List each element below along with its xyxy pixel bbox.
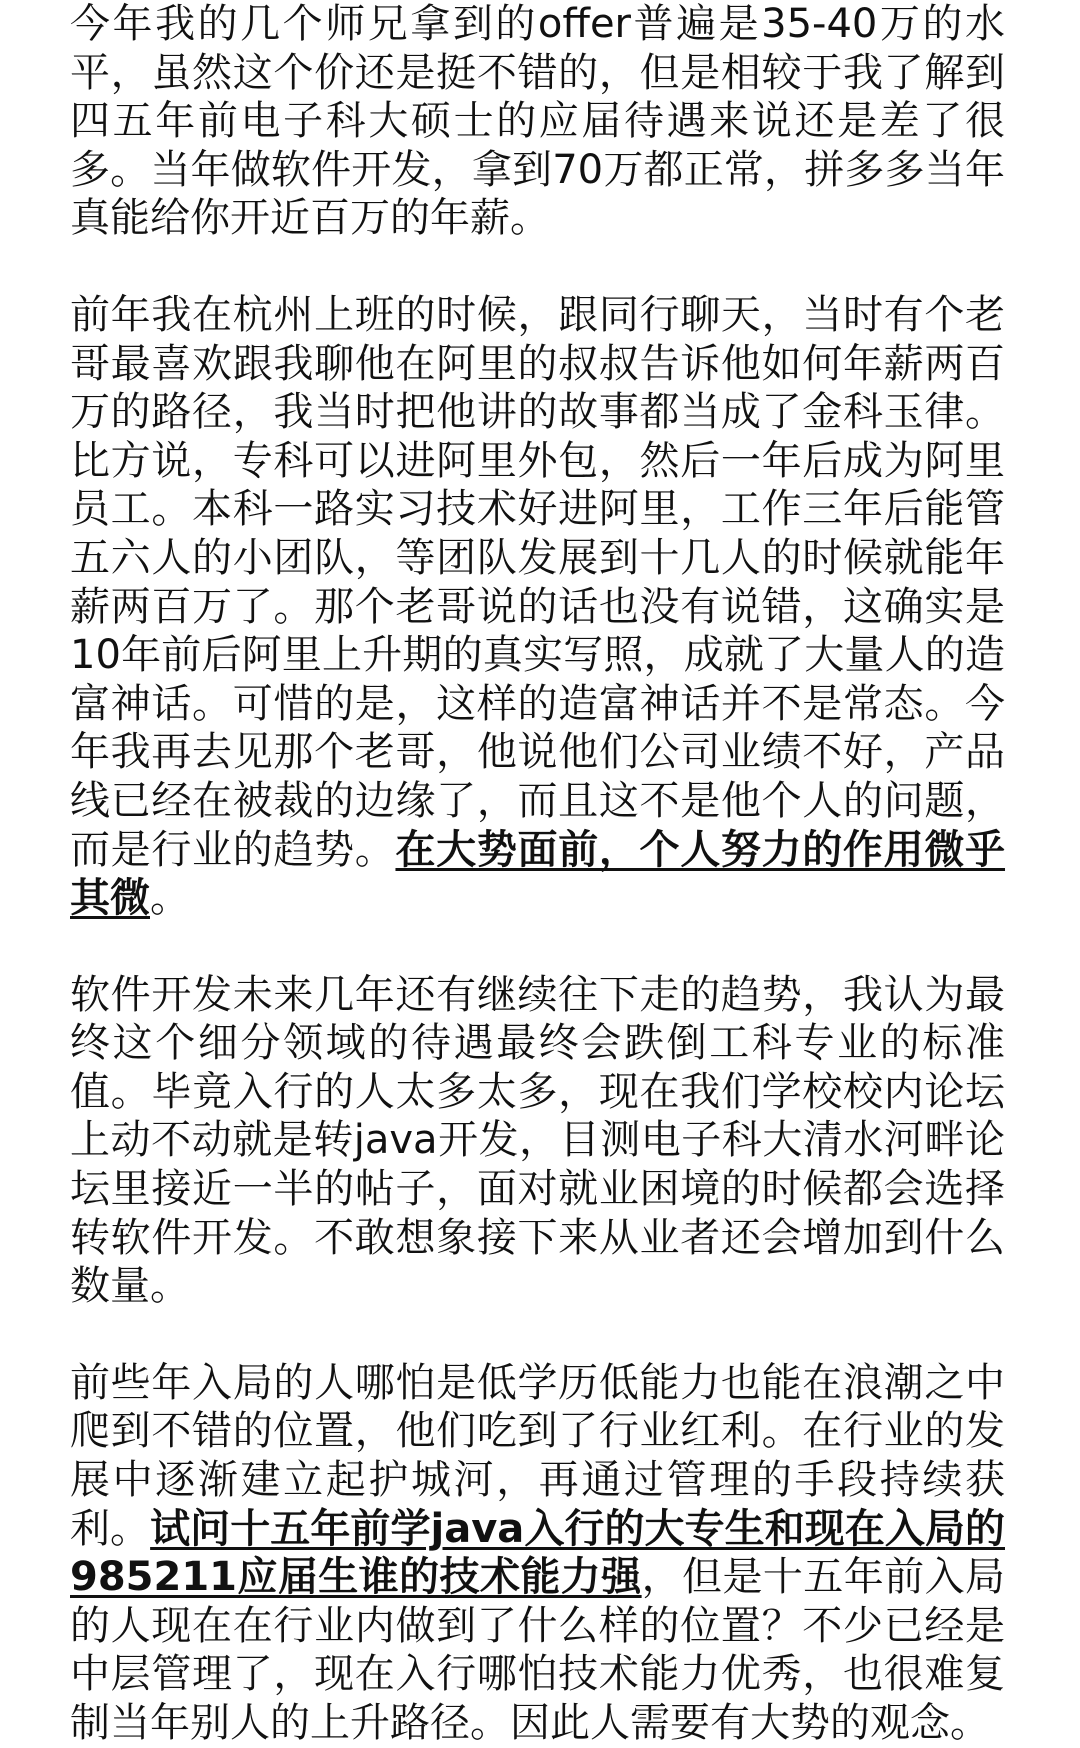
paragraph-hangzhou-story	[70, 291, 1005, 923]
paragraph-software-trend	[70, 971, 1005, 1311]
paragraph-text: 前年我在杭州上班的时候，跟同行聊天，当时有个老哥最喜欢跟我聊他在阿里的叔叔告诉他如何年薪两百万的路径，我当时把他讲的故事都当成了金科玉律。比方说，专科可以进阿里外包，然后一年后成为阿里员工。本科一路实习技术好进阿里，工作三年后能管五六人的小团队，等团队发展到十几人的时候就能年薪两百万了。那个老哥说的话也没有说错，这确实是10年前后阿里上升期的真实写照，成就了大量人的造富神话。可惜的是，这样的造富神话并不是常态。今年我再去见那个老哥，他说他们公司业绩不好，产品线已经在被裁的边缘了，而且这不是他个人的问题，而是行业的趋势。	[70, 291, 1005, 873]
paragraph-offer-salary	[70, 0, 1005, 243]
paragraph-text: 今年我的几个师兄拿到的offer普遍是35-40万的水平，虽然这个价还是挺不错的，但是相较于我了解到四五年前电子科大硕士的应届待遇来说还是差了很多。当年做软件开发，拿到70万都正常，拼多多当年真能给你开近百万的年薪。	[70, 1, 1005, 242]
emphasis-underlined-text: 在大势面前，个人努力的作用微乎其微	[70, 826, 1006, 922]
paragraph-text: 。	[150, 875, 190, 922]
paragraph-text: 前些年入局的人哪怕是低学历低能力也能在浪潮之中爬到不错的位置，他们吃到了行业红利。在行业的发展中逐渐建立起护城河，再通过管理的手段持续获利。	[70, 1359, 1005, 1552]
paragraph-text: 软件开发未来几年还有继续往下走的趋势，我认为最终这个细分领域的待遇最终会跌倒工科专业的标准值。毕竟入行的人太多太多，现在我们学校校内论坛上动不动就是转java开发，目测电子科大清水河畔论坛里接近一半的帖子，面对就业困境的时候都会选择转软件开发。不敢想象接下来从业者还会增加到什么数量。	[70, 971, 1005, 1310]
paragraph-text: ，但是十五年前入局的人现在在行业内做到了什么样的位置？不少已经是中层管理了，现在入行哪怕技术能力优秀，也很难复制当年别人的上升路径。因此人需要有大势的观念。	[70, 1554, 1005, 1746]
article-body	[70, 0, 1005, 1748]
emphasis-underlined-text: 试问十五年前学java入行的大专生和现在入局的985211应届生谁的技术能力强	[70, 1505, 1005, 1601]
paragraph-industry-dividend	[70, 1359, 1005, 1748]
